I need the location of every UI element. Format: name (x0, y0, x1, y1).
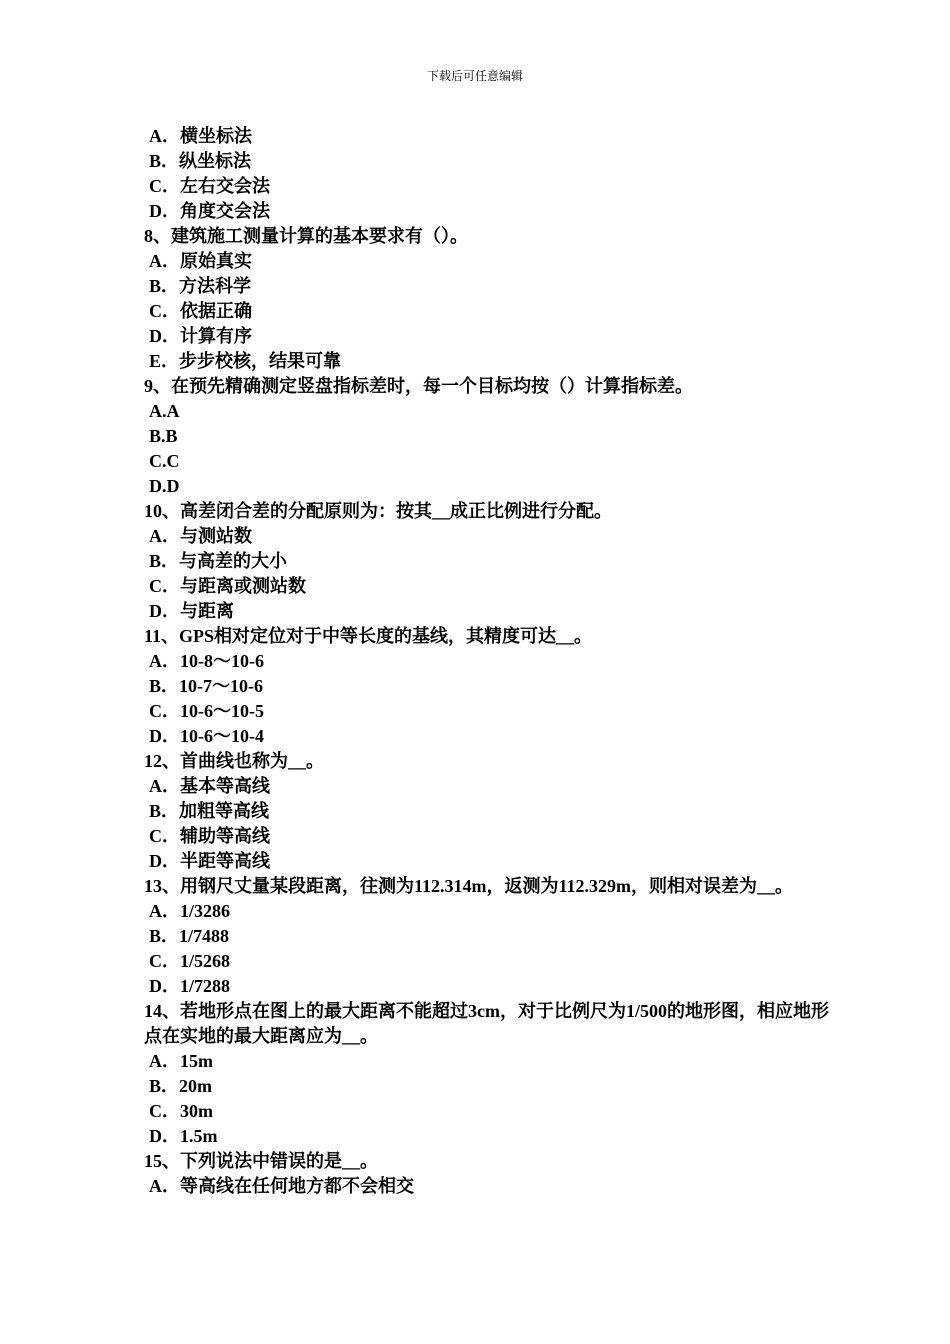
answer-option: D．角度交会法 (149, 201, 270, 221)
answer-option: B．纵坐标法 (149, 151, 252, 171)
answer-option: D．与距离 (149, 601, 234, 621)
question-text: 14、若地形点在图上的最大距离不能超过3cm，对于比例尺为1/500的地形图，相应地形点在实地的最大距离应为__。 (144, 1001, 829, 1046)
answer-option: B．与高差的大小 (149, 551, 288, 571)
question-text: 9、在预先精确测定竖盘指标差时，每一个目标均按（）计算指标差。 (144, 376, 693, 396)
answer-option: E．步步校核，结果可靠 (149, 351, 342, 371)
answer-option: D．10-6～10-4 (149, 726, 264, 746)
answer-option: A．横坐标法 (149, 126, 252, 146)
answer-option: C．与距离或测站数 (149, 576, 306, 596)
answer-option: A．与测站数 (149, 526, 252, 546)
answer-option: B.B (149, 426, 178, 446)
answer-option: D.D (149, 476, 180, 496)
answer-option: B．加粗等高线 (149, 801, 270, 821)
question-text: 12、首曲线也称为__。 (144, 751, 324, 771)
question-text: 10、高差闭合差的分配原则为：按其__成正比例进行分配。 (144, 501, 612, 521)
answer-option: C．1/5268 (149, 951, 230, 971)
document-body (144, 124, 834, 1199)
answer-option: B．20m (149, 1076, 212, 1096)
question-text: 15、下列说法中错误的是__。 (144, 1151, 378, 1171)
answer-option: C.C (149, 451, 180, 471)
question-text: 13、用钢尺丈量某段距离，往测为112.314m，返测为112.329m，则相对误差为__。 (144, 876, 793, 896)
answer-option: A．基本等高线 (149, 776, 270, 796)
answer-option: A.A (149, 401, 180, 421)
answer-option: D．半距等高线 (149, 851, 270, 871)
answer-option: A．10-8～10-6 (149, 651, 264, 671)
question-text: 11、GPS相对定位对于中等长度的基线，其精度可达__。 (144, 626, 593, 646)
answer-option: C．左右交会法 (149, 176, 270, 196)
page-header: 下载后可任意编辑 (426, 69, 523, 83)
answer-option: A．1/3286 (149, 901, 230, 921)
answer-option: A．等高线在任何地方都不会相交 (149, 1176, 414, 1196)
answer-option: C．30m (149, 1101, 213, 1121)
answer-option: C．依据正确 (149, 301, 252, 321)
answer-option: B．10-7～10-6 (149, 676, 263, 696)
answer-option: A．原始真实 (149, 251, 252, 271)
answer-option: D．1/7288 (149, 976, 230, 996)
answer-option: A．15m (149, 1051, 213, 1071)
answer-option: C．10-6～10-5 (149, 701, 264, 721)
question-text: 8、建筑施工测量计算的基本要求有（）。 (144, 226, 468, 246)
answer-option: B．1/7488 (149, 926, 230, 946)
answer-option: B．方法科学 (149, 276, 252, 296)
answer-option: D．1.5m (149, 1126, 218, 1146)
answer-option: C．辅助等高线 (149, 826, 270, 846)
answer-option: D．计算有序 (149, 326, 252, 346)
